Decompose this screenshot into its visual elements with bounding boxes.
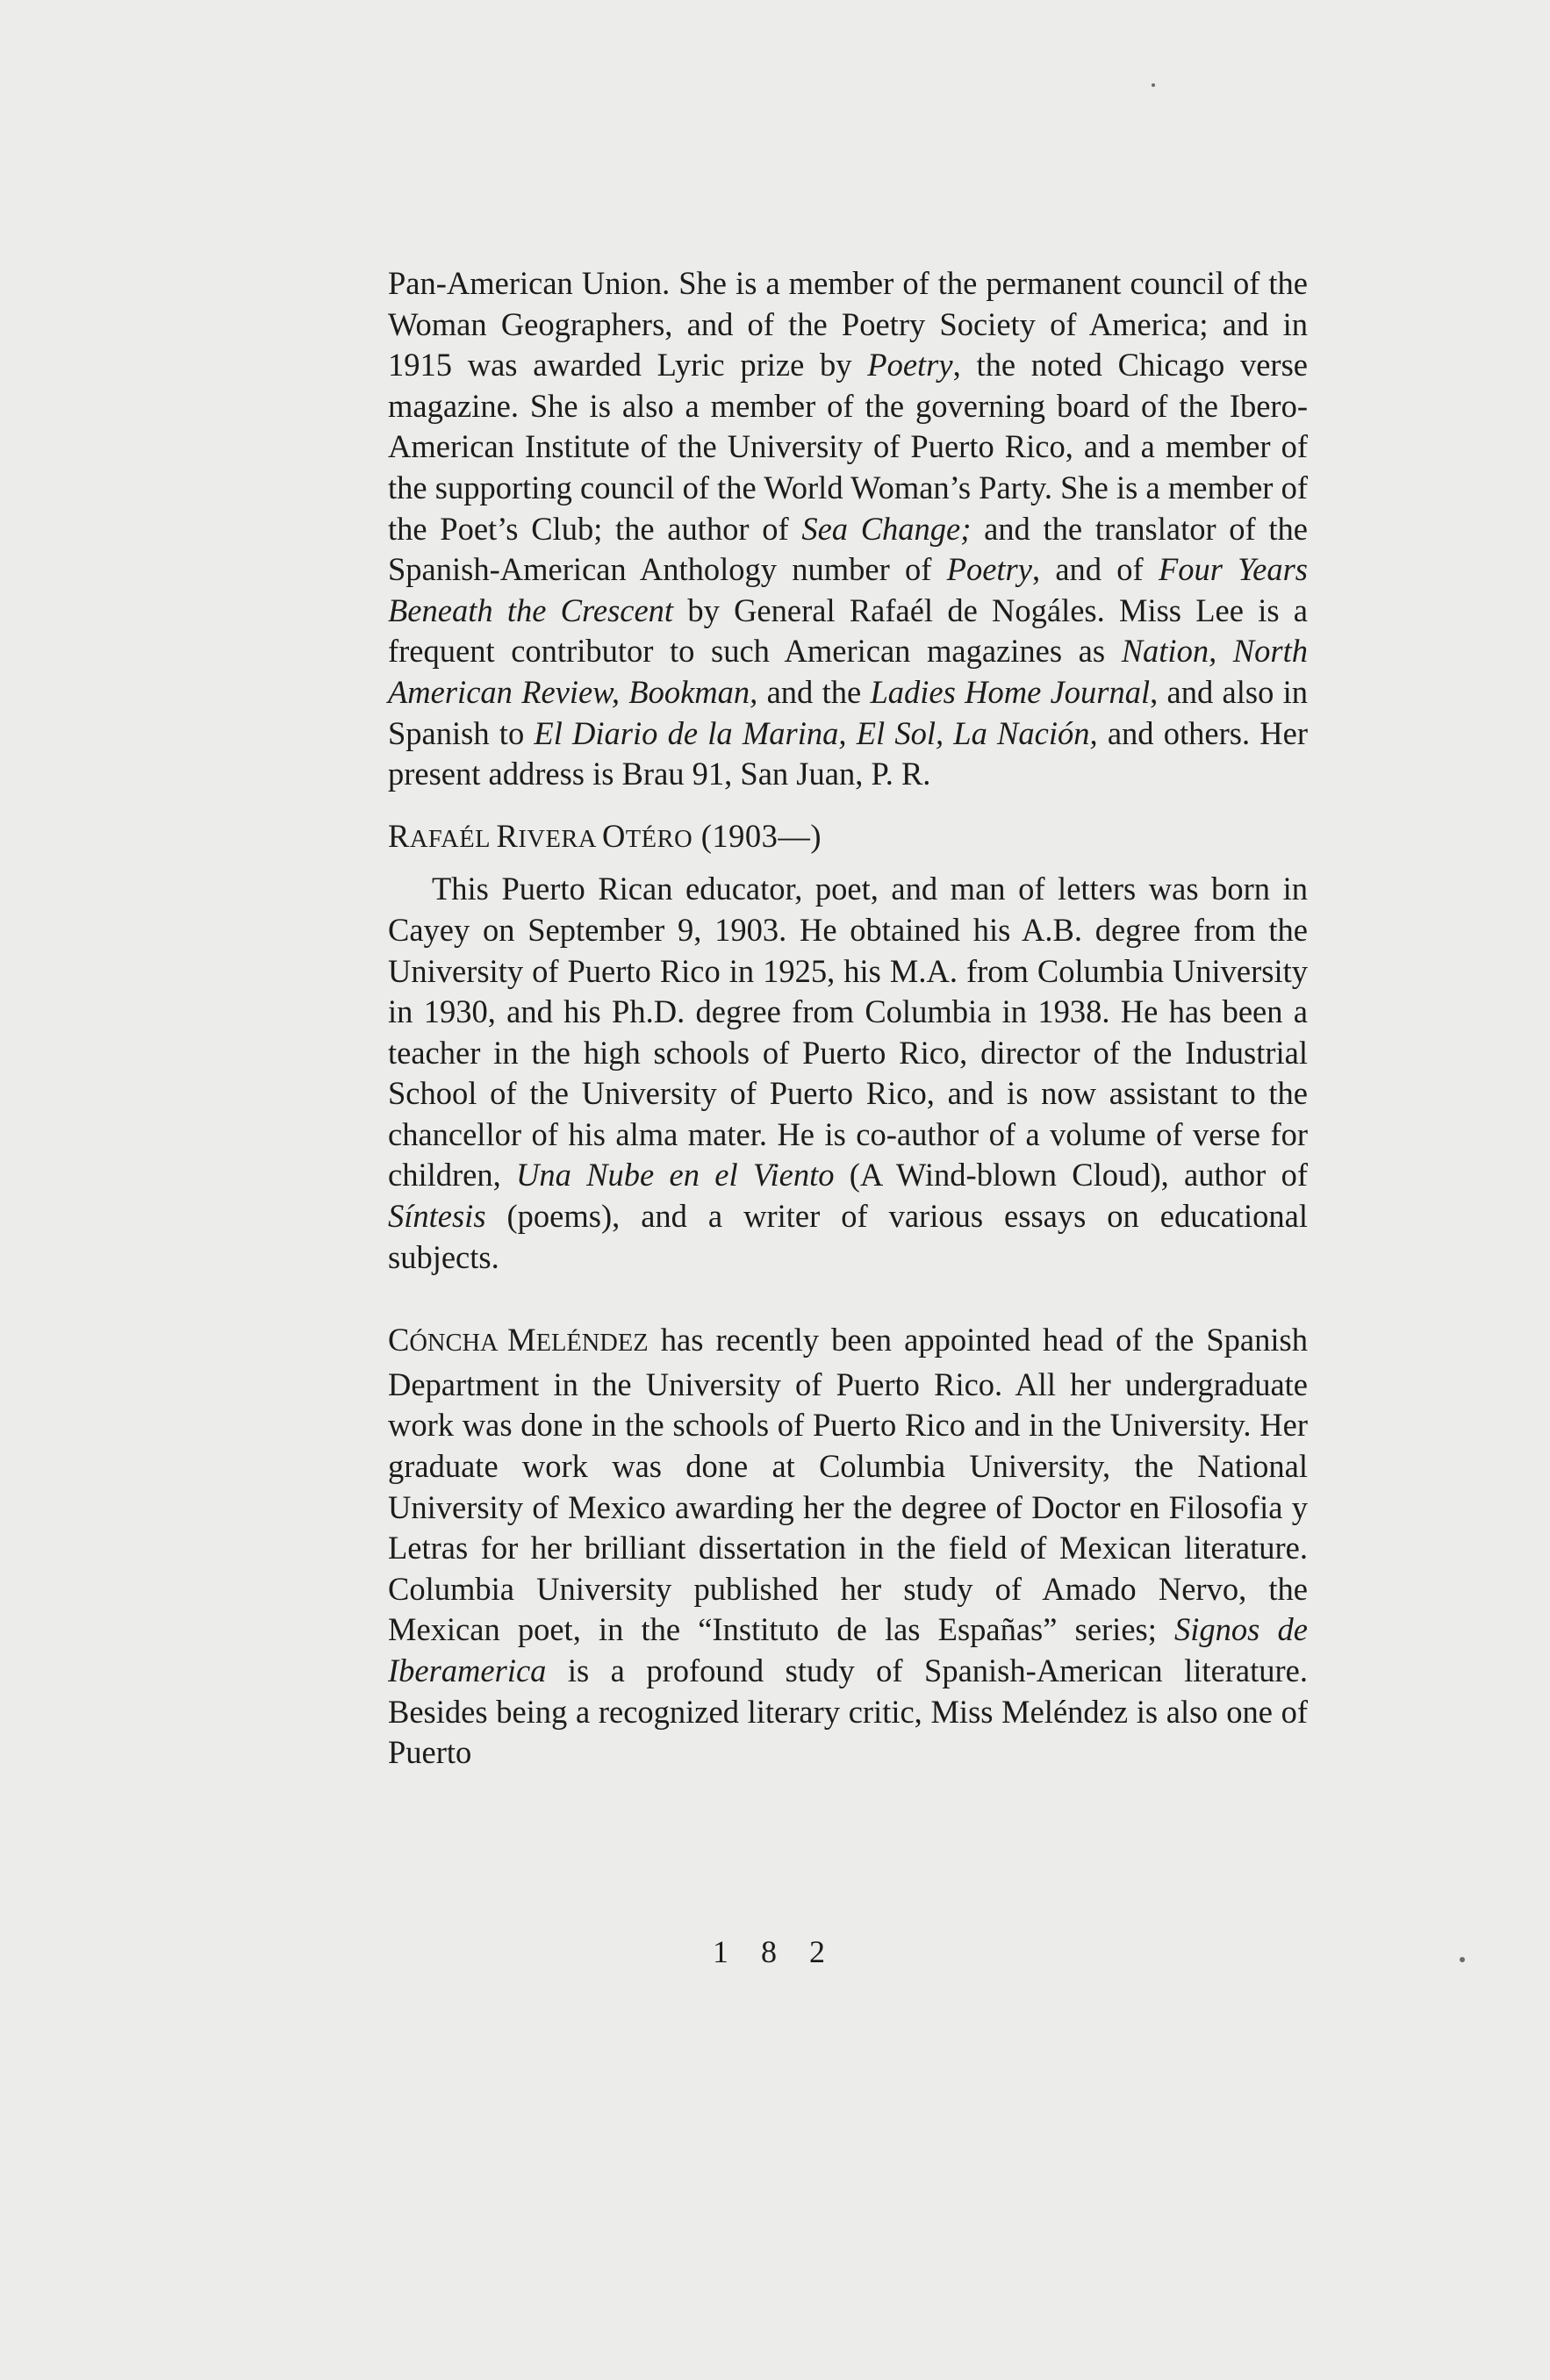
text-run: , and also in Spanish to bbox=[388, 673, 1309, 751]
section-gap bbox=[388, 1278, 1308, 1320]
italic-title: Four Years Beneath the Crescent bbox=[388, 551, 1308, 628]
bio-paragraph-lee bbox=[388, 263, 1308, 795]
small-caps-run: AFAÉL bbox=[409, 825, 497, 853]
bio-paragraph-melendez bbox=[388, 1320, 1308, 1774]
text-run: and others. Her present address is Brau 91, San Juan, P. R. bbox=[388, 714, 1308, 792]
text-run: C bbox=[388, 1322, 410, 1358]
text-run: , and of bbox=[1031, 551, 1159, 588]
italic-title: Nation, North American Review, Bookman, bbox=[388, 633, 1308, 710]
italic-title: Ladies Home Journal bbox=[870, 673, 1151, 710]
text-run: and the bbox=[757, 673, 871, 710]
bio-paragraph-otero bbox=[388, 869, 1308, 1278]
text-run: This Puerto Rican educator, poet, and man of letters was born in Cayey on September 9, 1903. He obtained his A.B. degree from the University of Puerto Rico in 1925, his M.A. from Columbia University in 1930, and his Ph.D. degree from Columbia in 1938. He has been a teacher in the high schools of Puerto Rico, director of the Industrial School of the University of Puerto Rico, and is now assistant to the chancellor of his alma mater. He is co-author of a volume of verse for children, bbox=[388, 871, 1308, 1194]
text-run: (A Wind-blown Cloud), author of bbox=[834, 1157, 1308, 1194]
text-run: and the translator of the Spanish-American Anthology number of bbox=[388, 510, 1308, 588]
text-run: (poems), and a writer of various essays on educational subjects. bbox=[388, 1198, 1308, 1275]
text-run: by General Rafaél de Nogáles. Miss Lee is a frequent contributor to such American magazines as bbox=[388, 591, 1308, 670]
text-run: M bbox=[507, 1322, 536, 1358]
text-run: Pan-American Union. She is a member of the permanent council of the Woman Geographers, and of the Poetry Society of America; and in 1915 was awarded Lyric prize by bbox=[388, 265, 1308, 384]
small-caps-run: ÓNCHA bbox=[409, 1330, 508, 1358]
text-run: R bbox=[388, 817, 410, 854]
text-run: O bbox=[601, 817, 626, 854]
page-number: 1 8 2 bbox=[713, 1934, 837, 1969]
paper-speck bbox=[1460, 1957, 1465, 1962]
italic-title: Una Nube en el Viento bbox=[516, 1157, 835, 1194]
heading-dates: (1903—) bbox=[692, 817, 822, 854]
italic-title: El Diario de la Marina, El Sol, La Nación, bbox=[534, 714, 1098, 751]
small-caps-run: IVERA bbox=[518, 825, 602, 853]
paper-speck bbox=[1152, 83, 1155, 87]
heading-name bbox=[388, 818, 692, 854]
text-run: is a profound study of Spanish-American literature. Besides being a recognized literary critic, Miss Meléndez is also one of Puerto bbox=[388, 1652, 1308, 1771]
text-run: R bbox=[496, 817, 519, 854]
body-text bbox=[388, 263, 1308, 1774]
italic-title: Poetry bbox=[946, 551, 1032, 588]
small-caps-run: TÉRO bbox=[625, 825, 693, 853]
small-caps-run: ELÉNDEZ bbox=[535, 1330, 649, 1358]
italic-title: Signos de Iberamerica bbox=[388, 1611, 1308, 1688]
text-run: has recently been appointed head of the Spanish Department in the University of Puerto Rico. All her undergraduate work was done in the schools of Puerto Rico and in the University. Her graduate work was done at Columbia University, the National University of Mexico awarding her the degree of Doctor en Filosofia y Letras for her brilliant dissertation in the field of Mexican literature. Columbia University published her study of Amado Nervo, the Mexican poet, in the “Instituto de las Españas” series; bbox=[388, 1322, 1308, 1648]
biography-heading-otero bbox=[388, 816, 1308, 861]
text-run: , the noted Chicago verse magazine. She is also a member of the governing board of the Ibero-American Institute of the University of Puerto Rico, and a member of the supporting council of the World Woman’s Party. She is a member of the Poet’s Club; the author of bbox=[388, 347, 1308, 547]
italic-title: Sea Change; bbox=[801, 510, 972, 547]
italic-title: Poetry bbox=[867, 347, 953, 384]
italic-title: Síntesis bbox=[388, 1198, 486, 1235]
